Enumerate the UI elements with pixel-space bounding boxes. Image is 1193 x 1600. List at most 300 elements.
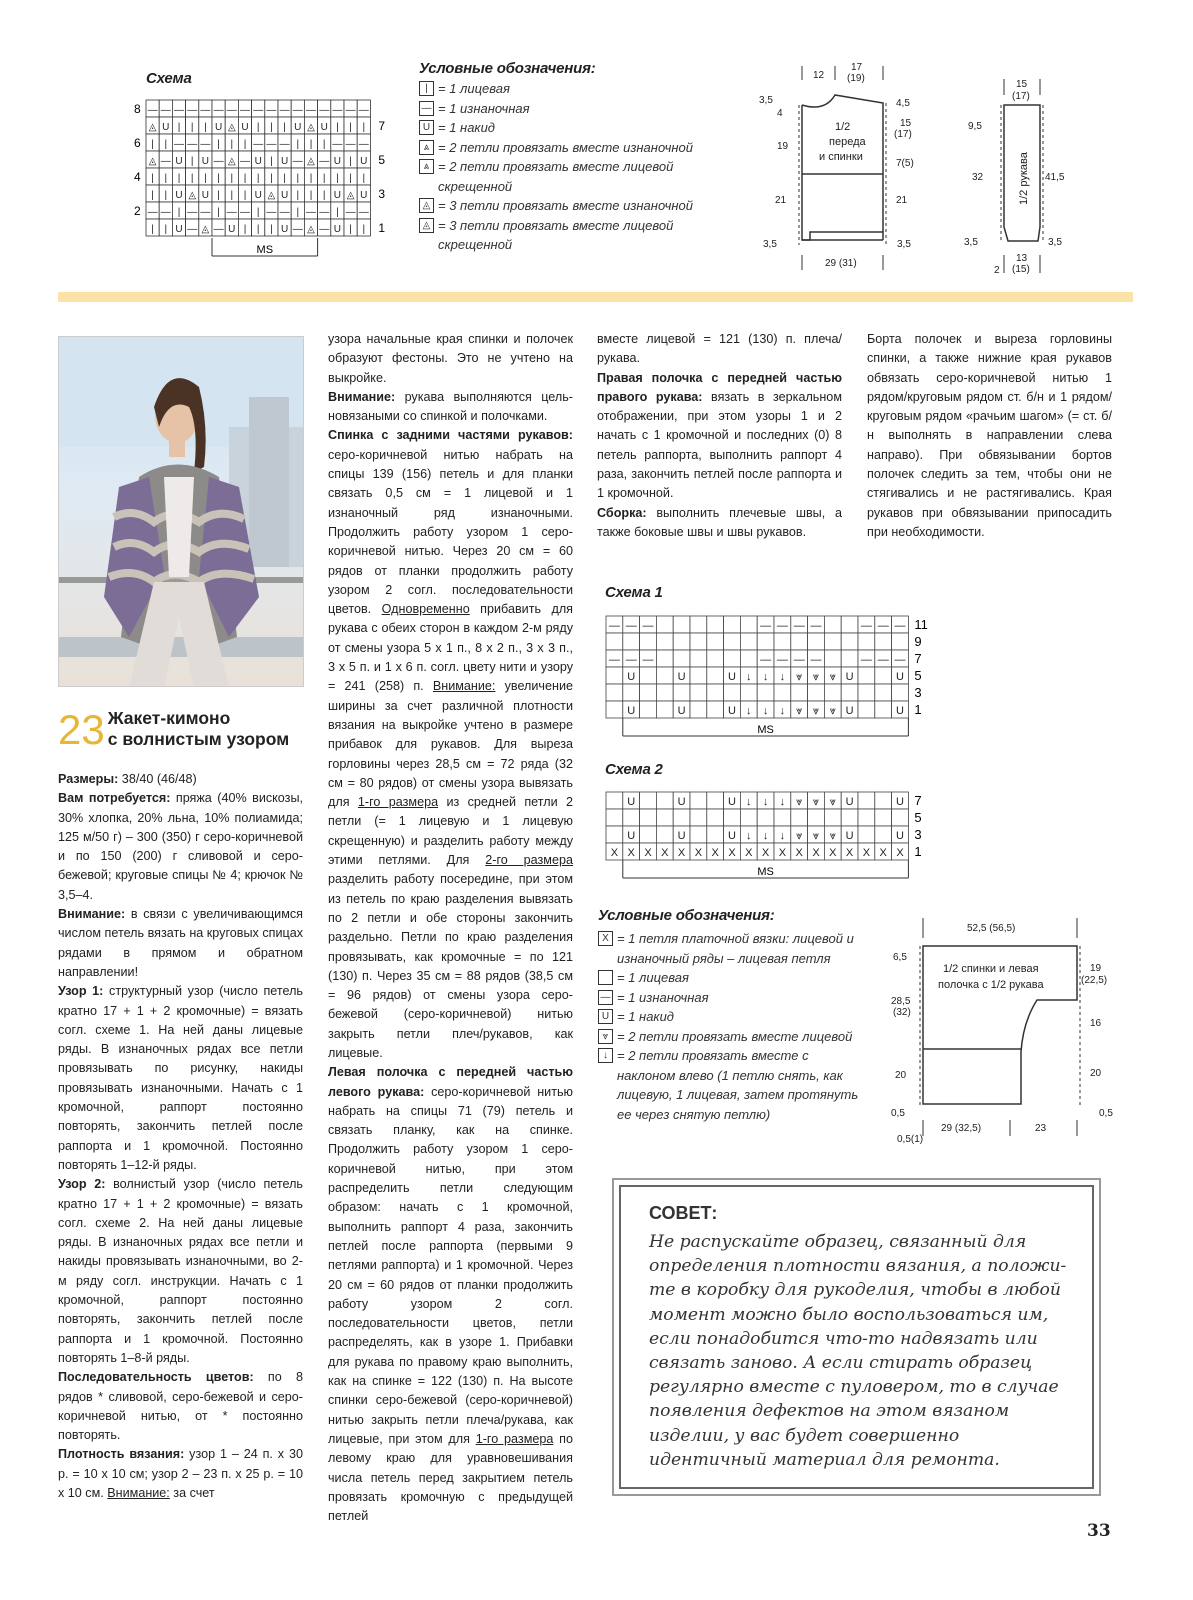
stitch-symbol: |	[243, 139, 247, 150]
chart-cell	[774, 809, 791, 826]
chart-cell	[875, 826, 892, 843]
chart-cell	[875, 701, 892, 718]
paragraph-text: узор 1 – 24 п. х 30 р. = 10 х 10 см; узор 2 – 23 п. х 25 р. = 10 х 10 см.	[58, 1447, 303, 1500]
chart-cell	[690, 826, 707, 843]
stitch-symbol: ⩔	[812, 671, 820, 683]
legend-item	[419, 157, 719, 196]
stitch-symbol: U	[677, 830, 686, 842]
stitch-symbol: ◬	[227, 156, 236, 167]
paragraph	[328, 426, 573, 1063]
stitch-symbol: —	[332, 105, 343, 116]
stitch-symbol: X	[845, 847, 854, 859]
stitch-symbol: —	[319, 105, 330, 116]
chart-cell	[824, 684, 841, 701]
chart-cell	[707, 616, 724, 633]
chart-cell	[690, 792, 707, 809]
stitch-symbol: —	[279, 139, 290, 150]
paragraph	[58, 789, 303, 905]
stitch-symbol: X	[610, 847, 619, 859]
stitch-symbol: U	[728, 671, 736, 683]
legend-text: = 3 петли провязать вместе лицевой скрещенной	[438, 217, 674, 252]
stitch-symbol: X	[879, 847, 887, 859]
paragraph-text: пряжа (40% вискозы, 30% хлопка, 20% льна, 10% полиамида; 125 м/50 г) – 300 (350) г серо-коричневой и по 150 (200) г сливовой и серо-бежевой; круговые спицы № 4; крючок № 3,5–4.	[58, 791, 303, 902]
purl-icon: —	[598, 990, 613, 1005]
stitch-symbol: —	[793, 654, 805, 666]
stitch-symbol: —	[319, 224, 330, 235]
legend-item	[419, 79, 719, 99]
stitch-symbol: —	[240, 207, 250, 218]
body-pattern-diagram-2	[885, 912, 1125, 1152]
row-number: 8	[134, 102, 141, 116]
underlined-text: Внимание:	[107, 1485, 170, 1500]
paragraph-text: из средней петли 2 петли (= 1 лицевую и 1 лицевую скрещенную) и разделить работу между этими петлями. Для	[328, 795, 574, 868]
stitch-symbol: |	[283, 173, 286, 184]
row-number: 4	[134, 170, 141, 184]
stitch-symbol: —	[279, 105, 290, 116]
legend-item	[598, 1046, 863, 1124]
stitch-symbol: U	[254, 156, 262, 167]
paragraph-heading: Узор 2:	[58, 1177, 106, 1192]
row-number: 7	[914, 651, 922, 666]
stitch-symbol: —	[200, 139, 211, 150]
stitch-symbol: U	[294, 122, 302, 133]
stitch-symbol: |	[309, 173, 313, 184]
stitch-symbol: |	[362, 173, 366, 184]
schema-title: Схема	[146, 70, 192, 87]
paragraph-heading: Сборка:	[597, 505, 647, 520]
stitch-symbol: X	[829, 847, 837, 859]
stitch-symbol: —	[760, 620, 772, 632]
stitch-symbol: U	[201, 190, 210, 201]
stitch-symbol: —	[226, 105, 237, 116]
stitch-symbol: ⩔	[829, 796, 836, 808]
stitch-symbol: ⩔	[829, 671, 836, 683]
chart-cell	[791, 684, 808, 701]
stitch-symbol: |	[270, 122, 273, 133]
stitch-symbol: —	[860, 620, 872, 632]
legend-text: = 1 изнаночная	[438, 100, 530, 116]
dim-label: 3,5	[964, 237, 978, 248]
stitch-symbol: —	[226, 207, 237, 218]
paragraph-heading: Узор 1:	[58, 984, 104, 999]
dim-label: 0,5(1)	[897, 1134, 924, 1145]
stitch-symbol: ↓	[746, 796, 752, 808]
piece-label: 1/2 рукава	[1018, 152, 1030, 205]
stitch-symbol: —	[358, 139, 369, 150]
row-number: 9	[914, 634, 922, 649]
paragraph	[328, 1063, 573, 1526]
chart-cell	[841, 809, 858, 826]
stitch-symbol: |	[322, 173, 326, 184]
stitch-symbol: —	[174, 139, 184, 150]
chart-cell	[724, 650, 741, 667]
dim-label: 13	[1016, 253, 1028, 264]
stitch-symbol: ↓	[762, 671, 769, 683]
legend-item	[419, 138, 719, 158]
chart-cell	[841, 684, 858, 701]
legend-text: = 1 лицевая	[438, 81, 510, 96]
stitch-symbol: —	[776, 654, 788, 666]
stitch-symbol: |	[349, 173, 352, 184]
chart-cell	[740, 650, 757, 667]
row-number: 5	[914, 810, 922, 825]
chart-cell	[673, 633, 690, 650]
paragraph-text: по 8 рядов * сливовой, серо-бежевой и серо-коричневой нитью, от * постоянно повторять.	[58, 1370, 304, 1443]
dim-label: 29 (32,5)	[941, 1123, 982, 1134]
k2tog-icon: ⩔	[598, 1029, 613, 1044]
stitch-symbol: |	[190, 122, 194, 133]
body-pattern-diagram	[755, 60, 930, 275]
stitch-symbol: ↓	[779, 705, 786, 717]
chart-cell	[640, 684, 657, 701]
stitch-symbol: ↓	[779, 796, 786, 808]
chart-cell	[656, 792, 673, 809]
stitch-symbol: —	[642, 620, 654, 632]
legend-text: = 2 петли провязать вместе с наклоном влево (1 петлю снять, как лицевую, 1 лицевая, затем протянуть ее через снятую петлю)	[617, 1048, 859, 1122]
stitch-symbol: —	[266, 139, 277, 150]
schema2-title: Схема 2	[605, 761, 663, 778]
ssk-icon: ↓	[598, 1048, 613, 1063]
dim-label: 23	[1035, 1123, 1047, 1134]
stitch-symbol: U	[728, 796, 736, 808]
chart-cell	[875, 792, 892, 809]
stitch-symbol: U	[280, 190, 289, 201]
stitch-symbol: —	[810, 654, 822, 666]
dim-label: 20	[895, 1070, 907, 1081]
stitch-symbol: |	[349, 224, 352, 235]
stitch-symbol: —	[776, 620, 788, 632]
chart-cell	[875, 667, 892, 684]
stitch-symbol: —	[894, 654, 906, 666]
stitch-symbol: ◬	[188, 190, 197, 201]
chart-cell	[690, 616, 707, 633]
stitch-symbol: —	[608, 620, 620, 632]
stitch-symbol: |	[204, 173, 207, 184]
chart-cell	[740, 684, 757, 701]
paragraph-text: волнистый узор (число петель кратно 17 + 1 + 2 кромочные) = вязать согл. схеме 2. На ней даны лицевые ряды. В изнаночных рядах все петли и накиды провязывать изнаночными, во 2-м ряду согл. инструкции. Начать с 1 кромочной, раппорт постоянно повторять, закончить петлей после раппорта и 1 кромочной. Постоянно повторять 1–8-й ряды.	[58, 1177, 303, 1365]
legend-item	[419, 118, 719, 138]
stitch-symbol: |	[151, 224, 154, 235]
legend-text: = 1 накид	[438, 120, 495, 135]
legend-item	[419, 99, 719, 119]
dim-label: 19	[1090, 963, 1102, 974]
chart-cell	[757, 633, 774, 650]
stitch-symbol: |	[296, 139, 300, 150]
row-number: 1	[914, 702, 922, 717]
chart-cell	[690, 667, 707, 684]
paragraph-text: 38/40 (46/48)	[118, 772, 197, 786]
legend-item	[598, 968, 863, 988]
yarn-over-icon: U	[598, 1009, 613, 1024]
stitch-symbol: X	[795, 847, 803, 859]
chart-cell	[724, 809, 741, 826]
legend-list	[419, 79, 719, 255]
paragraph-heading: Последовательность цветов:	[58, 1370, 254, 1385]
chart-cell	[808, 684, 825, 701]
legend-item	[419, 196, 719, 216]
stitch-symbol: X	[812, 847, 820, 859]
stitch-symbol: U	[175, 156, 183, 167]
top-stitch-chart	[130, 94, 400, 264]
stitch-symbol: ⩔	[796, 705, 803, 717]
chart-cell	[640, 701, 657, 718]
stitch-symbol: |	[243, 190, 247, 201]
knit-icon: |	[419, 81, 434, 96]
stitch-symbol: U	[677, 705, 686, 717]
paragraph-text: узора начальные края спинки и полочек образуют фестоны. Это не учтено на выкройке.	[328, 332, 573, 385]
dim-label: 28,5	[891, 996, 911, 1007]
dim-label: 15	[900, 118, 912, 129]
chart-cell	[640, 826, 657, 843]
chart-cell	[724, 684, 741, 701]
stitch-symbol: |	[204, 122, 207, 133]
stitch-symbol: X	[677, 847, 686, 859]
stitch-symbol: |	[256, 224, 260, 235]
stitch-symbol: —	[240, 156, 250, 167]
stitch-symbol: —	[358, 105, 369, 116]
row-number: 2	[134, 204, 141, 218]
stitch-symbol: —	[319, 207, 330, 218]
piece-label: переда	[829, 136, 866, 148]
piece-label: 1/2	[835, 121, 851, 133]
chart-cell	[757, 684, 774, 701]
stitch-symbol: |	[322, 190, 326, 201]
stitch-symbol: X	[644, 847, 652, 859]
paragraph	[58, 1368, 303, 1445]
stitch-symbol: ⩔	[829, 705, 836, 717]
paragraph-text: рукава выполняются цельновязаными со спинкой и полочками.	[328, 389, 573, 424]
legend-item	[419, 216, 719, 255]
stitch-symbol: |	[177, 122, 181, 133]
legend-text: = 1 петля платочной вязки: лицевой и изнаночный ряды – лицевая петля	[617, 931, 854, 966]
paragraph-heading: Плотность вязания:	[58, 1447, 185, 1462]
stitch-symbol: |	[164, 190, 168, 201]
stitch-symbol: |	[243, 224, 247, 235]
stitch-symbol: X	[711, 847, 719, 859]
chart-cell	[707, 667, 724, 684]
dim-label: 12	[813, 70, 825, 81]
legend-text: = 2 петли провязать вместе лицевой скрещенной	[438, 159, 674, 194]
stitch-symbol: —	[860, 654, 872, 666]
p3tog-icon: ◬	[419, 198, 434, 213]
chart-cell	[808, 809, 825, 826]
chart-cell	[875, 633, 892, 650]
row-number: 1	[378, 221, 386, 235]
stitch-symbol: —	[358, 207, 369, 218]
legend-text: = 1 накид	[617, 1009, 674, 1024]
stitch-symbol: U	[333, 156, 342, 167]
ms-label: MS	[757, 866, 774, 878]
chart-cell	[673, 809, 690, 826]
stitch-symbol: X	[694, 847, 703, 859]
chart-cell	[808, 633, 825, 650]
stitch-symbol: —	[253, 105, 264, 116]
stitch-symbol: —	[187, 105, 198, 116]
stitch-symbol: U	[360, 156, 368, 167]
stitch-symbol: U	[254, 190, 262, 201]
chart-cell	[707, 792, 724, 809]
stitch-symbol: X	[728, 847, 736, 859]
stitch-symbol: —	[266, 207, 277, 218]
paragraph	[58, 982, 303, 1175]
chart-cell	[606, 792, 623, 809]
legend-text: = 3 петли провязать вместе изнаночной	[438, 198, 693, 213]
stitch-symbol: ◬	[267, 190, 276, 201]
stitch-symbol: ↓	[746, 830, 752, 842]
dim-label: 17	[851, 62, 863, 73]
stitch-symbol: U	[627, 830, 636, 842]
legend-item	[598, 988, 863, 1008]
tip-title: СОВЕТ:	[649, 1203, 718, 1223]
stitch-symbol: ↓	[762, 705, 769, 717]
paragraph-heading: Левая полочка с передней частью левого рукава:	[328, 1065, 573, 1099]
stitch-symbol: U	[201, 156, 210, 167]
chart-cell	[623, 809, 640, 826]
stitch-symbol: X	[896, 847, 904, 859]
chart-cell	[640, 633, 657, 650]
stitch-symbol: —	[213, 224, 224, 235]
stitch-symbol: —	[345, 139, 356, 150]
stitch-symbol: ◬	[346, 190, 355, 201]
stitch-symbol: |	[362, 122, 366, 133]
row-number: 7	[914, 793, 922, 808]
piece-label: 1/2 спинки и левая	[943, 963, 1039, 975]
stitch-symbol: ⩔	[829, 830, 836, 842]
stitch-symbol: X	[627, 847, 635, 859]
row-number: 3	[378, 187, 386, 201]
chart-cell	[656, 616, 673, 633]
chart-cell	[690, 650, 707, 667]
chart-cell	[858, 792, 875, 809]
stitch-symbol: —	[160, 105, 171, 116]
chart-cell	[892, 684, 909, 701]
stitch-symbol: |	[336, 122, 339, 133]
stitch-symbol: ◬	[307, 122, 315, 133]
stitch-symbol: ↓	[746, 671, 752, 683]
chart-cell	[640, 667, 657, 684]
dim-label: 21	[775, 195, 787, 206]
paragraph-text: серо-коричневой нитью набрать на спицы 71 (79) петель и связать планку, как на спинке. Продолжить работу узором 1 серо-коричневой нитью, при этом распределить петли следующим образом: начать с 1 кромочной, выполнить раппорт 4 раза, закончить петлей после раппорта (первыми 9 петлями раппорта) и 1 кромочной. Через 20 см = 60 рядов от планки продолжить работу узором 2 согл. последовательности цветов, петли распределять, как в узоре 1. Прибавки для рукава по правому краю выполнить, как на спинке = 122 (130) п. На высоте спинки серо-бежевой (серо-коричневой) нитью закрыть петли плеча/рукава, как лицевые, при этом для	[328, 1084, 573, 1446]
chart-cell	[673, 650, 690, 667]
paragraph	[597, 330, 842, 369]
stitch-symbol: |	[270, 224, 273, 235]
stitch-symbol: |	[362, 224, 366, 235]
text-column-1	[58, 770, 303, 1503]
chart-cell	[673, 684, 690, 701]
row-number: 5	[914, 668, 922, 683]
stitch-symbol: |	[270, 173, 273, 184]
dim-label: 3,5	[763, 239, 777, 250]
model-photo	[58, 336, 304, 687]
paragraph	[58, 1175, 303, 1368]
stitch-symbol: —	[292, 224, 303, 235]
chart-cell	[774, 684, 791, 701]
ms-label: MS	[757, 724, 774, 736]
chart-cell	[606, 667, 623, 684]
stitch-symbol: —	[793, 620, 805, 632]
stitch-symbol: X	[862, 847, 871, 859]
stitch-symbol: X	[778, 847, 787, 859]
stitch-symbol: |	[256, 122, 260, 133]
stitch-symbol: —	[877, 654, 889, 666]
chart-cell	[824, 616, 841, 633]
chart-cell	[606, 633, 623, 650]
chart-cell	[707, 701, 724, 718]
stitch-symbol: |	[243, 173, 247, 184]
stitch-symbol: X	[661, 847, 669, 859]
stitch-symbol: |	[256, 207, 260, 218]
legend-item	[598, 1027, 863, 1047]
ms-label: MS	[256, 244, 274, 256]
schema2-chart	[600, 786, 945, 886]
stitch-symbol: —	[642, 654, 654, 666]
stitch-symbol: ⩔	[812, 796, 820, 808]
chart-cell	[656, 701, 673, 718]
stitch-symbol: U	[845, 705, 854, 717]
stitch-symbol: U	[728, 830, 736, 842]
stitch-symbol: —	[200, 105, 211, 116]
chart-cell	[656, 633, 673, 650]
stitch-symbol: |	[151, 173, 154, 184]
stitch-symbol: U	[333, 190, 342, 201]
stitch-symbol: |	[151, 190, 154, 201]
stitch-symbol: —	[187, 139, 198, 150]
schema1-title: Схема 1	[605, 584, 663, 601]
stitch-symbol: |	[309, 190, 313, 201]
stitch-symbol: |	[283, 122, 286, 133]
text-column-2	[328, 330, 573, 1526]
chart-cell	[623, 684, 640, 701]
chart-cell	[858, 684, 875, 701]
chart-cell	[673, 616, 690, 633]
chart-cell	[791, 809, 808, 826]
stitch-symbol: ◬	[201, 224, 210, 235]
dim-label: 52,5 (56,5)	[967, 923, 1016, 934]
paragraph-text: увеличение ширины за счет различной плотности вязания на выкройке учтено в размере прибавок для рукавов. Для выреза горловины через 28,5 см = 72 ряда (32 см = 80 рядов) от смены узора вывязать для	[328, 679, 573, 810]
dim-label: 4,5	[896, 98, 910, 109]
chart-cell	[757, 809, 774, 826]
chart-cell	[824, 633, 841, 650]
stitch-symbol: |	[190, 156, 194, 167]
stitch-symbol: U	[280, 156, 289, 167]
paragraph	[58, 905, 303, 982]
stitch-symbol: —	[306, 207, 316, 218]
row-number: 5	[378, 153, 386, 167]
stitch-symbol: U	[896, 830, 904, 842]
dim-label: 29 (31)	[825, 258, 857, 269]
dim-label: 15	[1016, 79, 1028, 90]
dim-label: (22,5)	[1081, 975, 1108, 986]
stitch-symbol: —	[345, 207, 356, 218]
legend-text: = 2 петли провязать вместе лицевой	[617, 1028, 853, 1044]
stitch-symbol: |	[270, 156, 273, 167]
stitch-symbol: —	[187, 207, 198, 218]
chart-cell	[690, 684, 707, 701]
chart-cell	[841, 650, 858, 667]
legend-item	[598, 929, 863, 968]
paragraph	[597, 504, 842, 543]
stitch-symbol: U	[845, 796, 854, 808]
chart-cell	[858, 809, 875, 826]
stitch-symbol: —	[877, 620, 889, 632]
dim-label: 6,5	[893, 952, 907, 963]
chart-cell	[841, 616, 858, 633]
stitch-symbol: U	[280, 224, 289, 235]
stitch-symbol: |	[322, 139, 326, 150]
stitch-symbol: U	[627, 705, 636, 717]
stitch-symbol: —	[147, 207, 158, 218]
chart-cell	[656, 826, 673, 843]
